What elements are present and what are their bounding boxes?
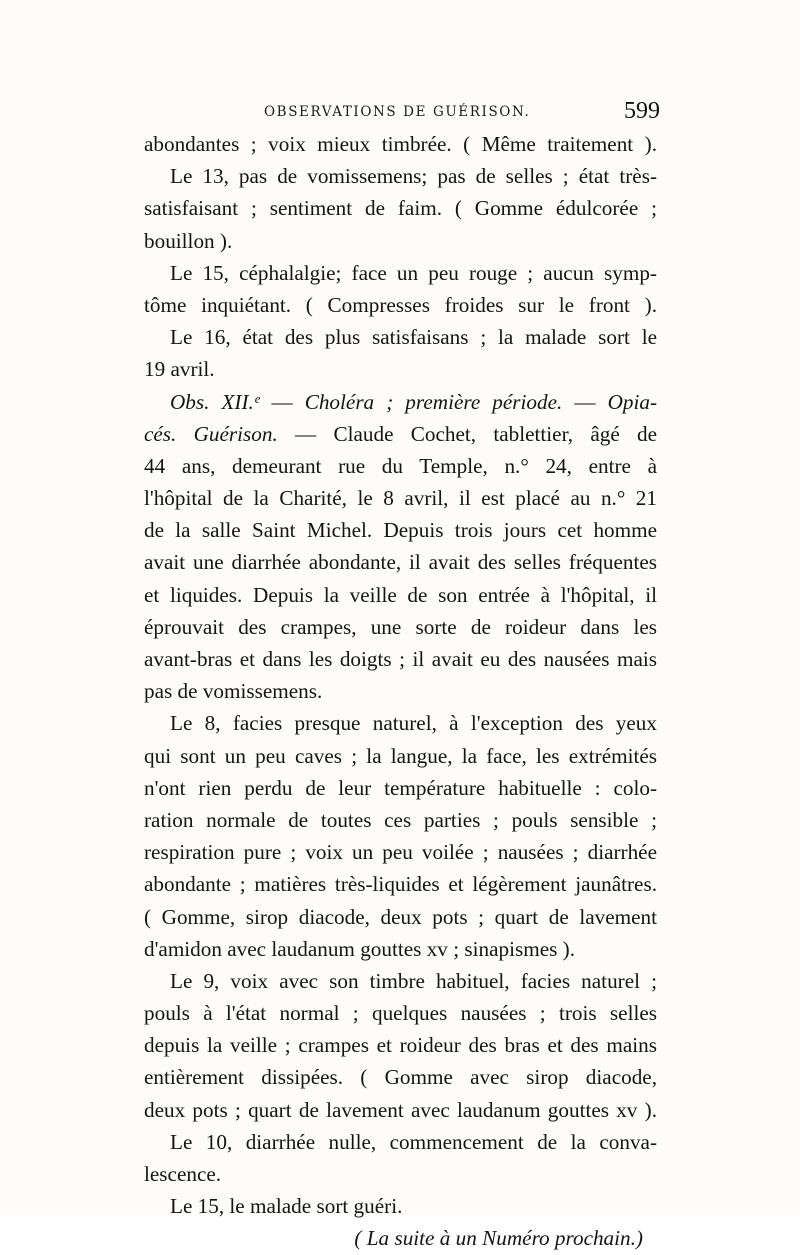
page-header bbox=[144, 100, 660, 130]
text-line: Le 10, diarrhée nulle, commencement de la conva- bbox=[170, 1129, 657, 1154]
text-line: satisfaisant ; sentiment de faim. ( Gomme édulcorée ; bbox=[144, 196, 657, 221]
observation-heading bbox=[144, 386, 657, 418]
text-line: Le 16, état des plus satisfaisans ; la malade sort le bbox=[170, 325, 657, 350]
text-line: Le 15, céphalalgie; face un peu rouge ; aucun symp- bbox=[170, 260, 657, 285]
text-line: Le 15, le malade sort guéri. bbox=[170, 1194, 403, 1219]
text-line: Le 13, pas de vomissemens; pas de selles ; état très- bbox=[170, 164, 657, 189]
text-line: abondantes ; voix mieux timbrée. ( Même traitement ). bbox=[144, 132, 657, 156]
text-line: et liquides. Depuis la veille de son entrée à l'hôpital, il bbox=[144, 582, 657, 607]
text-line: depuis la veille ; crampes et roideur des bras et des mains bbox=[144, 1033, 657, 1058]
text-line: cés. Guérison. — Claude Cochet, tablettier, âgé de bbox=[144, 421, 657, 446]
page-number: 599 bbox=[624, 98, 660, 124]
text-line: Le 9, voix avec son timbre habituel, facies naturel ; bbox=[170, 968, 657, 993]
text-line: entièrement dissipées. ( Gomme avec sirop diacode, bbox=[144, 1065, 657, 1090]
text-line: éprouvait des crampes, une sorte de roideur dans les bbox=[144, 614, 657, 639]
observation-title: Choléra ; première période. bbox=[304, 389, 563, 414]
text-line: ration normale de toutes ces parties ; pouls sensible ; bbox=[144, 807, 657, 832]
text-line: abondante ; matières très-liquides et légèrement jaunâtres. bbox=[144, 872, 657, 897]
text-line: pouls à l'état normal ; quelques nausées ; trois selles bbox=[144, 1001, 657, 1026]
observation-outcome: cés. Guérison. bbox=[144, 421, 278, 446]
em-dash: — bbox=[562, 389, 608, 414]
em-dash: — bbox=[259, 389, 305, 414]
text-line: 44 ans, demeurant rue du Temple, n.° 24, entre à bbox=[144, 453, 657, 478]
running-head: OBSERVATIONS DE GUÉRISON. bbox=[264, 104, 531, 120]
text-line: avant-bras et dans les doigts ; il avait eu des nausées mais bbox=[144, 647, 657, 671]
text-line: pas de vomissemens. bbox=[144, 679, 323, 704]
text-line: deux pots ; quart de lavement avec laudanum gouttes xv ). bbox=[144, 1097, 657, 1122]
text-line: avait une diarrhée abondante, il avait des selles fréquentes bbox=[144, 550, 657, 575]
text-line: 19 avril. bbox=[144, 357, 215, 382]
text-line: tôme inquiétant. ( Compresses froides sur le front ). bbox=[144, 292, 657, 317]
text-line: respiration pure ; voix un peu voilée ; nausées ; diarrhée bbox=[144, 840, 657, 865]
text-line: ( Gomme, sirop diacode, deux pots ; quart de lavement bbox=[144, 904, 657, 929]
continuation-note: ( La suite à un Numéro prochain.) bbox=[354, 1226, 643, 1251]
observation-number: Obs. XII.ᵉ bbox=[170, 389, 260, 414]
text-line: d'amidon avec laudanum gouttes xv ; sinapismes ). bbox=[144, 936, 576, 961]
text-line: Le 8, facies presque naturel, à l'exception des yeux bbox=[170, 711, 657, 736]
text-line: bouillon ). bbox=[144, 228, 233, 253]
text-line: lescence. bbox=[144, 1162, 222, 1186]
text-line: l'hôpital de la Charité, le 8 avril, il est placé au n.° 21 bbox=[144, 486, 657, 511]
body-text bbox=[144, 128, 657, 1255]
text-line: de la salle Saint Michel. Depuis trois jours cet homme bbox=[144, 518, 657, 543]
text-line: n'ont rien perdu de leur température habituelle : colo- bbox=[144, 775, 657, 800]
text-line: qui sont un peu caves ; la langue, la face, les extrémités bbox=[144, 743, 657, 768]
observation-treatment: Opia- bbox=[607, 389, 657, 414]
